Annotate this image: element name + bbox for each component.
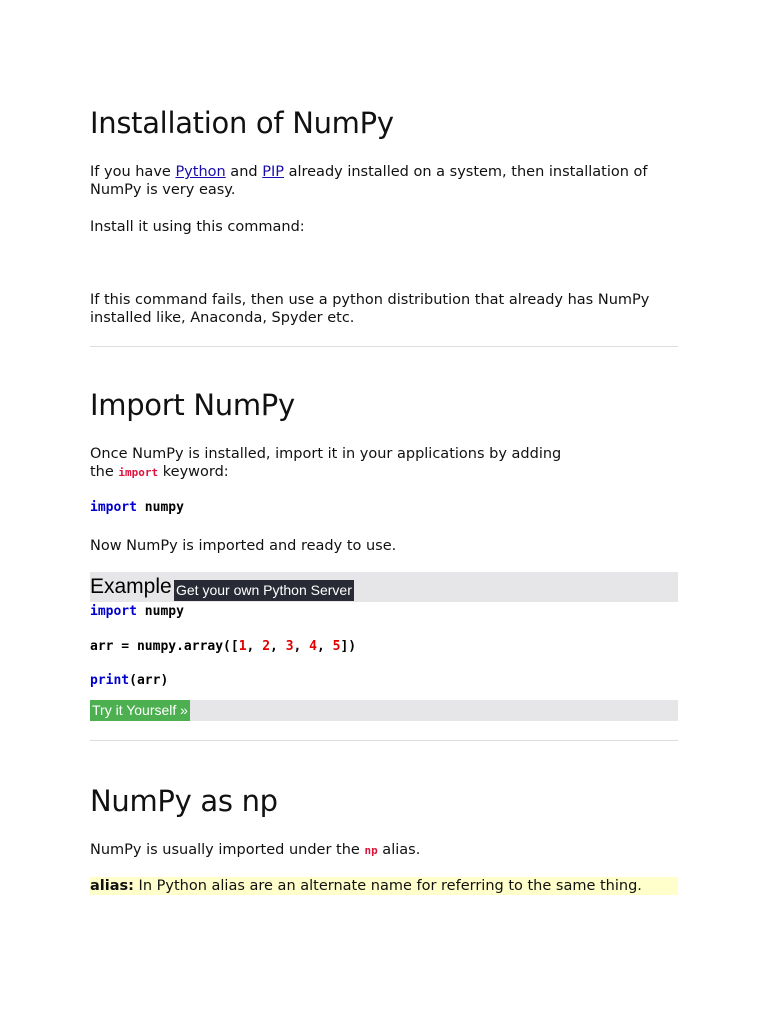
import-intro-text-1: Once NumPy is installed, import it in your applications by adding the	[90, 446, 562, 480]
code-number: 5	[332, 639, 341, 654]
example-code-line-3	[90, 673, 168, 688]
import-inline-code: import	[118, 466, 159, 479]
example-code-line-1	[90, 604, 184, 619]
example-header	[90, 572, 678, 602]
numpy-as-np-heading: NumPy as np	[90, 784, 278, 818]
import-intro-text-2: keyword:	[158, 464, 229, 480]
alias-note-text: In Python alias are an alternate name for referring to the same thing.	[133, 878, 642, 894]
example-code-line-2	[90, 639, 356, 654]
pip-link[interactable]: PIP	[262, 164, 284, 180]
code-separator: ,	[270, 639, 286, 654]
divider-1	[90, 346, 678, 347]
alias-intro-text-1: NumPy is usually imported under the	[90, 842, 365, 858]
import-heading: Import NumPy	[90, 388, 295, 422]
install-command-text: Install it using this command:	[90, 219, 305, 235]
code-separator: ,	[317, 639, 333, 654]
try-it-bar	[90, 700, 678, 721]
code-keyword: import	[90, 604, 137, 619]
code-separator: ,	[246, 639, 263, 654]
python-link[interactable]: Python	[175, 164, 226, 180]
import-code-line	[90, 500, 184, 515]
get-python-server-button[interactable]: Get your own Python Server	[174, 580, 354, 601]
code-name: numpy	[136, 604, 184, 619]
np-inline-code: np	[364, 844, 378, 857]
example-title: Example	[90, 575, 172, 598]
import-intro	[90, 445, 570, 482]
code-separator: ,	[293, 639, 310, 654]
code-array-close: ])	[340, 639, 357, 654]
alias-intro	[90, 841, 420, 860]
alias-intro-text-2: alias.	[377, 842, 421, 858]
installation-intro	[90, 163, 670, 199]
code-number: 3	[285, 639, 294, 654]
intro-text-1: If you have	[90, 164, 176, 180]
code-print-args: (arr)	[129, 673, 169, 688]
try-it-yourself-button[interactable]: Try it Yourself »	[90, 700, 190, 721]
code-keyword: print	[90, 673, 130, 688]
alias-note-label: alias:	[90, 878, 134, 894]
divider-2	[90, 740, 678, 741]
alias-note	[90, 877, 678, 895]
import-ready-text: Now NumPy is imported and ready to use.	[90, 538, 397, 554]
installation-heading: Installation of NumPy	[90, 106, 394, 140]
code-number: 4	[309, 639, 317, 654]
code-array-open: arr = numpy.array([	[90, 639, 239, 654]
code-number: 1	[238, 639, 247, 654]
intro-text-2: and	[225, 164, 263, 180]
code-name: numpy	[136, 500, 184, 515]
code-keyword: import	[90, 500, 137, 515]
intro-text-3: already installed on a system, then installation of NumPy is very easy.	[90, 164, 648, 198]
install-fallback-text: If this command fails, then use a python distribution that already has NumPy installed like, Anaconda, Spyder etc.	[90, 292, 650, 326]
code-number: 2	[262, 639, 271, 654]
